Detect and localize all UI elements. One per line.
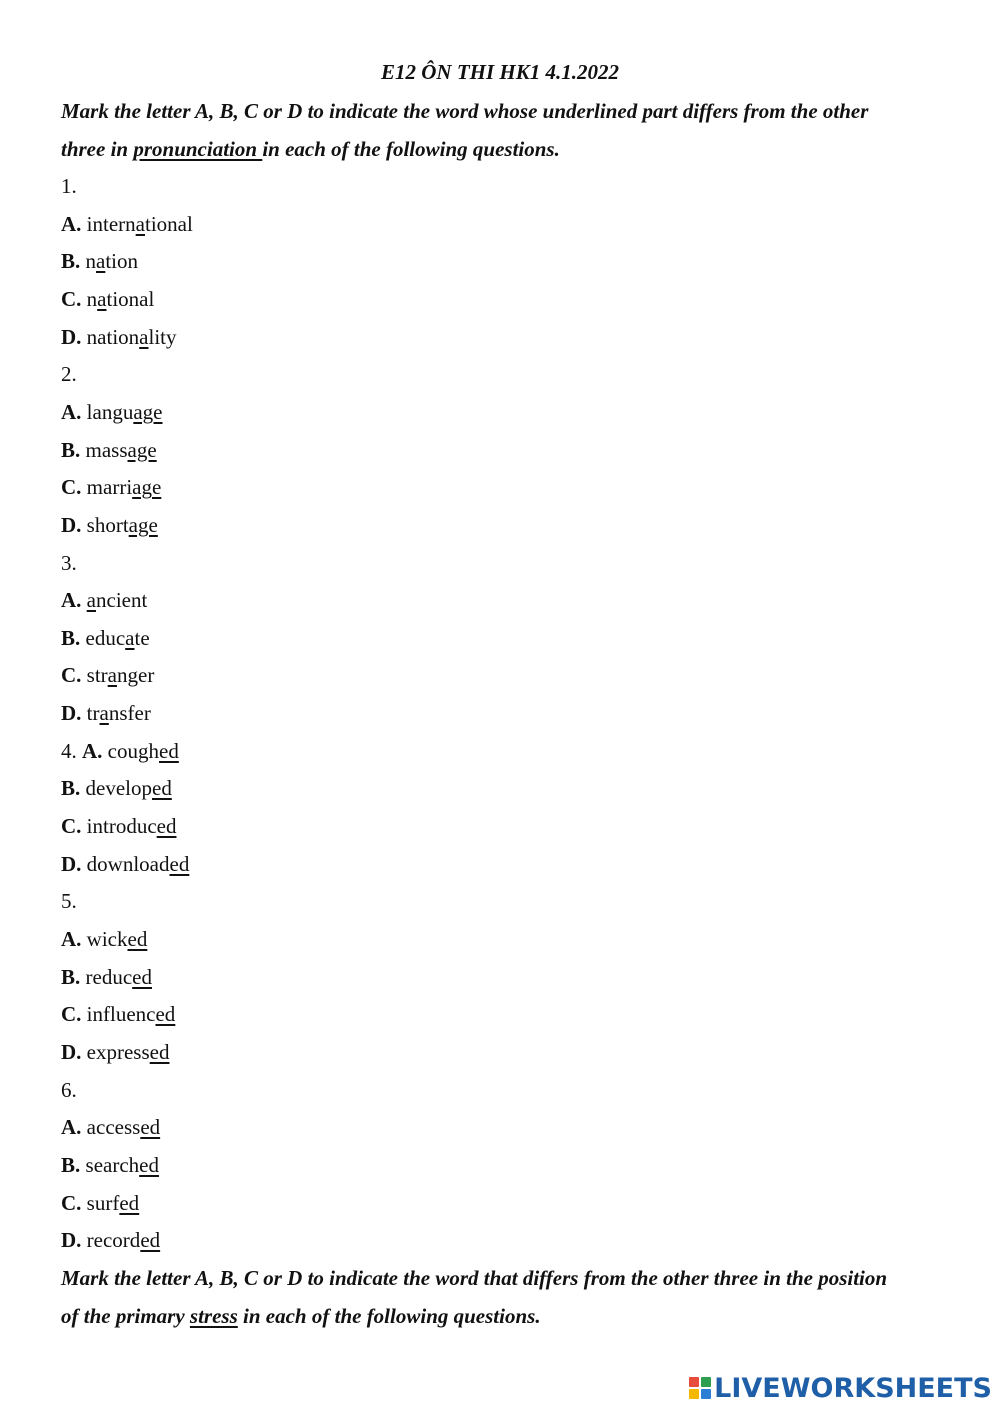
answer-option	[61, 814, 176, 839]
option-letter: B.	[61, 437, 81, 462]
underlined-part: ed	[119, 1190, 140, 1215]
answer-option	[61, 212, 193, 237]
option-word-start: reduc	[85, 964, 133, 989]
underlined-part: ed	[156, 814, 177, 839]
option-word-end: nger	[117, 663, 155, 688]
option-letter: A.	[61, 1115, 82, 1140]
answer-option	[61, 1191, 139, 1216]
underlined-part: a	[107, 663, 117, 688]
underlined-part: ed	[159, 738, 179, 763]
option-letter: D.	[61, 1039, 82, 1064]
option-word-start: tr	[86, 701, 100, 726]
option-word-end: nsfer	[108, 701, 151, 726]
option-letter: B.	[61, 964, 81, 989]
answer-option	[61, 776, 172, 801]
underlined-part: ed	[139, 1152, 159, 1177]
answer-option	[61, 701, 151, 726]
answer-option	[61, 249, 138, 274]
option-word-end: tion	[105, 249, 139, 274]
answer-option	[61, 325, 177, 350]
option-word-start: access	[86, 1115, 141, 1140]
answer-option	[61, 438, 157, 463]
answer-option	[61, 287, 154, 312]
worksheet-title: E12 ÔN THI HK1 4.1.2022	[380, 60, 619, 84]
option-word-start: str	[86, 663, 108, 688]
option-word-end: ncient	[96, 588, 148, 613]
option-word-start: wick	[86, 927, 128, 951]
answer-option	[61, 739, 179, 764]
liveworksheets-logo	[689, 1373, 992, 1403]
logo-text: LIVEWORKSHEETS	[714, 1372, 992, 1404]
answer-option	[61, 663, 154, 688]
option-letter: C.	[61, 475, 82, 500]
option-letter: D.	[61, 701, 82, 726]
option-letter: C.	[61, 1002, 82, 1027]
underlined-part: a	[86, 588, 96, 613]
underlined-part: age	[133, 399, 163, 424]
answer-option	[61, 852, 189, 877]
option-word-start: download	[86, 851, 170, 876]
option-letter: D.	[61, 1228, 82, 1253]
option-letter: B.	[61, 249, 81, 274]
option-word-start: intern	[86, 211, 136, 236]
answer-option	[61, 1228, 160, 1253]
underlined-part: ed	[140, 1115, 161, 1140]
option-letter: C.	[61, 663, 82, 688]
option-word-start: nation	[86, 324, 140, 349]
option-word-start: cough	[107, 738, 159, 763]
question-number: 1.	[61, 174, 77, 198]
option-letter: A.	[61, 588, 82, 613]
option-word-end: tional	[144, 211, 193, 236]
question-number: 3.	[61, 550, 77, 575]
option-word-end: lity	[148, 324, 177, 349]
option-letter: B.	[61, 776, 81, 801]
section1-line2: three in pronunciation in each of the following questions.	[61, 137, 560, 161]
option-word-start: mass	[85, 437, 128, 462]
underlined-part: age	[127, 437, 157, 462]
option-word-start: search	[85, 1152, 140, 1177]
option-word-end: tional	[106, 286, 155, 311]
answer-option	[61, 1153, 159, 1178]
underlined-part: a	[97, 286, 107, 311]
option-letter: D.	[61, 851, 82, 876]
underlined-part: ed	[152, 776, 172, 801]
option-letter: A.	[61, 927, 82, 951]
answer-option	[61, 1115, 160, 1140]
option-word-start: develop	[85, 776, 152, 801]
underlined-part: ed	[169, 851, 190, 876]
answer-option	[61, 927, 147, 952]
underlined-part: a	[139, 324, 149, 349]
option-word-start: n	[86, 286, 98, 311]
answer-option	[61, 475, 161, 500]
answer-option	[61, 400, 162, 425]
answer-option	[61, 965, 152, 990]
underlined-part: a	[135, 211, 145, 236]
question-number: 6.	[61, 1077, 77, 1102]
section2-line1: Mark the letter A, B, C or D to indicate the word that differs from the other three in the position	[61, 1266, 888, 1290]
option-letter: A.	[61, 211, 82, 236]
answer-option	[61, 513, 158, 538]
option-letter: B.	[61, 625, 81, 650]
option-word-start: record	[86, 1228, 141, 1253]
question-number: 4.	[61, 738, 77, 763]
question-number: 5.	[61, 889, 77, 914]
underlined-part: a	[125, 625, 135, 650]
underlined-part: ed	[149, 1039, 170, 1064]
section1-line1: Mark the letter A, B, C or D to indicate the word whose underlined part differs from the other	[61, 99, 869, 123]
underlined-part: a	[99, 701, 109, 726]
option-word-start: express	[86, 1039, 150, 1064]
option-letter: B.	[61, 1152, 81, 1177]
option-word-start: influenc	[86, 1002, 156, 1027]
answer-option	[61, 1002, 175, 1027]
option-letter: A.	[61, 399, 82, 424]
option-letter: D.	[61, 324, 82, 349]
option-letter: C.	[61, 1190, 82, 1215]
option-word-start: n	[85, 249, 97, 274]
option-letter: C.	[61, 286, 82, 311]
underlined-part: ed	[127, 927, 148, 951]
underlined-part: age	[128, 512, 158, 537]
option-letter: A.	[82, 738, 103, 763]
logo-grid-icon	[689, 1377, 711, 1399]
option-word-start: educ	[85, 625, 126, 650]
underlined-part: age	[132, 475, 162, 500]
option-word-start: introduc	[86, 814, 157, 839]
section2-line2: of the primary stress in each of the following questions.	[61, 1304, 541, 1328]
underlined-part: ed	[155, 1002, 176, 1027]
underlined-term: pronunciation	[133, 137, 263, 161]
answer-option	[61, 1040, 169, 1065]
option-word-end: te	[134, 625, 150, 650]
underlined-part: a	[96, 249, 106, 274]
option-word-start: short	[86, 512, 129, 537]
underlined-part: ed	[132, 964, 152, 989]
option-word-start: surf	[86, 1190, 120, 1215]
underlined-part: ed	[140, 1228, 161, 1253]
option-word-start: marri	[86, 475, 133, 500]
underlined-term: stress	[189, 1304, 238, 1328]
question-number: 2.	[61, 362, 77, 387]
option-letter: C.	[61, 814, 82, 839]
option-letter: D.	[61, 512, 82, 537]
option-word-start: langu	[86, 399, 134, 424]
answer-option	[61, 626, 150, 651]
answer-option	[61, 588, 147, 613]
